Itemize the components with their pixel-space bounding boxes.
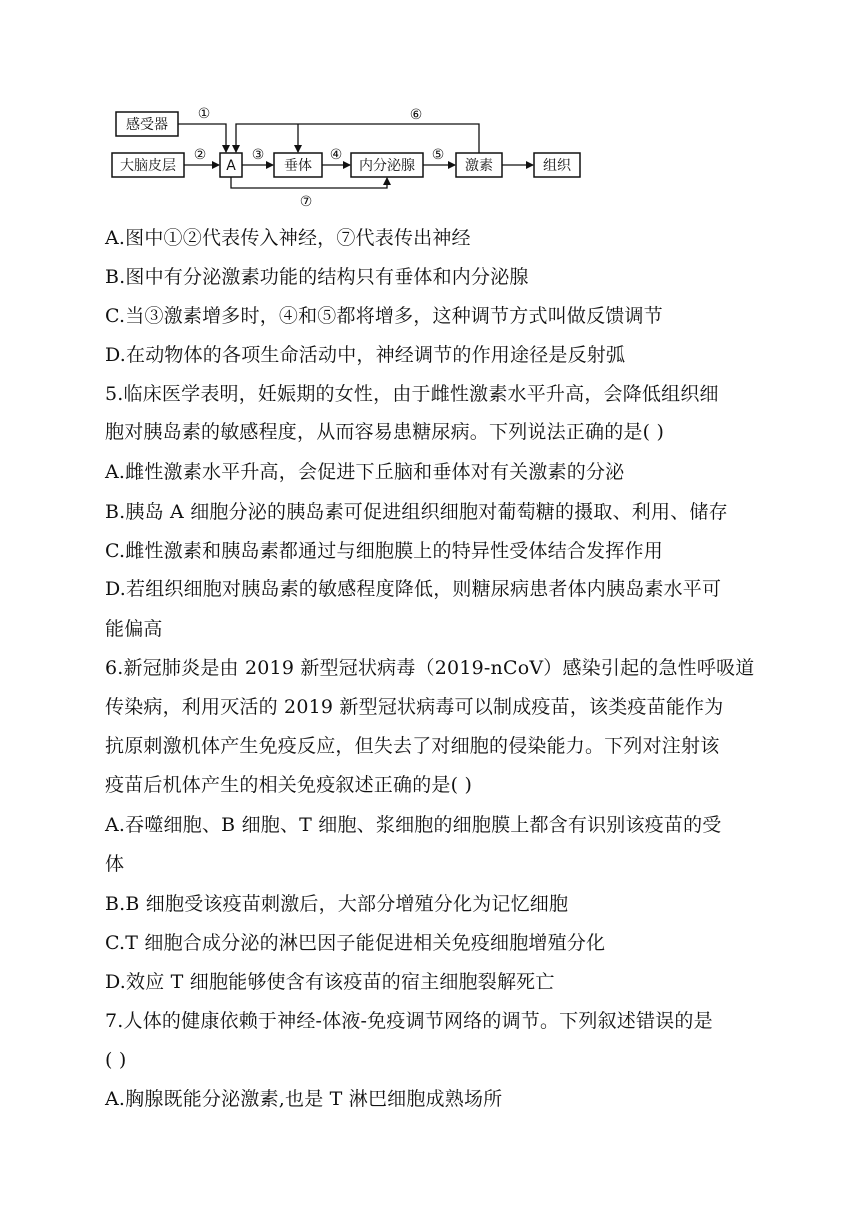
option-a-q7: A.胸腺既能分泌激素,也是 T 淋巴细胞成熟场所 bbox=[105, 1088, 503, 1110]
question-5-line-2: 胞对胰岛素的敏感程度，从而容易患糖尿病。下列说法正确的是( ) bbox=[105, 421, 665, 443]
question-7-line-2: ( ) bbox=[105, 1049, 127, 1071]
question-5-line-1: 5.临床医学表明，妊娠期的女性，由于雌性激素水平升高，会降低组织细 bbox=[105, 383, 719, 405]
option-c-q4: C.当③激素增多时，④和⑤都将增多，这种调节方式叫做反馈调节 bbox=[105, 305, 663, 327]
label-gland: 内分泌腺 bbox=[359, 158, 415, 174]
option-c-q6: C.T 细胞合成分泌的淋巴因子能促进相关免疫细胞增殖分化 bbox=[105, 932, 606, 954]
label-receptor: 感受器 bbox=[126, 117, 168, 133]
arrow-7 bbox=[231, 177, 387, 188]
option-a-q6-line-2: 体 bbox=[105, 853, 125, 875]
question-7-line-1: 7.人体的健康依赖于神经-体液-免疫调节网络的调节。下列叙述错误的是 bbox=[105, 1010, 713, 1032]
option-a-q6-line-1: A.吞噬细胞、B 细胞、T 细胞、浆细胞的细胞膜上都含有识别该疫苗的受 bbox=[105, 814, 722, 836]
question-6-line-4: 疫苗后机体产生的相关免疫叙述正确的是( ) bbox=[105, 774, 473, 796]
label-num-6: ⑥ bbox=[409, 107, 423, 123]
label-tissue: 组织 bbox=[543, 158, 571, 174]
label-pituitary: 垂体 bbox=[284, 158, 312, 174]
option-a-q4: A.图中①②代表传入神经，⑦代表传出神经 bbox=[105, 227, 471, 249]
label-num-4: ④ bbox=[329, 147, 343, 163]
label-num-3: ③ bbox=[251, 147, 265, 163]
option-d-q5-line-1: D.若组织细胞对胰岛素的敏感程度降低，则糖尿病患者体内胰岛素水平可 bbox=[105, 578, 722, 600]
option-b-q4: B.图中有分泌激素功能的结构只有垂体和内分泌腺 bbox=[105, 266, 529, 288]
option-c-q5: C.雌性激素和胰岛素都通过与细胞膜上的特异性受体结合发挥作用 bbox=[105, 540, 663, 562]
label-num-2: ② bbox=[193, 147, 207, 163]
label-a: A bbox=[226, 158, 236, 174]
option-b-q5: B.胰岛 A 细胞分泌的胰岛素可促进组织细胞对葡萄糖的摄取、利用、储存 bbox=[105, 501, 728, 523]
regulation-flow-diagram bbox=[106, 100, 586, 214]
question-6-line-2: 传染病，利用灭活的 2019 新型冠状病毒可以制成疫苗，该类疫苗能作为 bbox=[105, 696, 724, 718]
option-d-q6: D.效应 T 细胞能够使含有该疫苗的宿主细胞裂解死亡 bbox=[105, 971, 555, 993]
label-hormone: 激素 bbox=[465, 158, 493, 174]
label-cortex: 大脑皮层 bbox=[120, 158, 176, 174]
label-num-7: ⑦ bbox=[299, 194, 313, 210]
question-6-line-3: 抗原刺激机体产生免疫反应，但失去了对细胞的侵染能力。下列对注射该 bbox=[105, 735, 720, 757]
option-d-q4: D.在动物体的各项生命活动中，神经调节的作用途径是反射弧 bbox=[105, 344, 626, 366]
question-6-line-1: 6.新冠肺炎是由 2019 新型冠状病毒（2019-nCoV）感染引起的急性呼吸道 bbox=[105, 657, 755, 679]
option-b-q6: B.B 细胞受该疫苗刺激后，大部分增殖分化为记忆细胞 bbox=[105, 893, 569, 915]
label-num-1: ① bbox=[197, 106, 211, 122]
option-d-q5-line-2: 能偏高 bbox=[105, 618, 163, 640]
label-num-5: ⑤ bbox=[431, 147, 445, 163]
option-a-q5: A.雌性激素水平升高，会促进下丘脑和垂体对有关激素的分泌 bbox=[105, 461, 625, 483]
